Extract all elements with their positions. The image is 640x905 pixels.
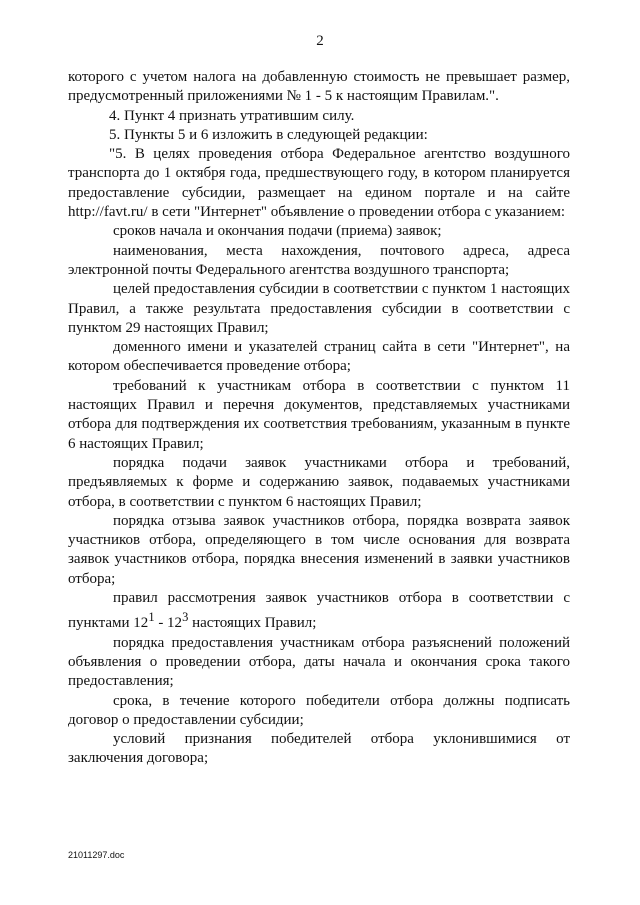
paragraph: которого с учетом налога на добавленную стоимость не превышает размер, предусмотренный приложениями № 1 - 5 к настоящим Правилам.". — [68, 69, 570, 105]
paragraph: условий признания победителей отбора уклонившимися от заключения договора; — [68, 731, 570, 767]
paragraph: сроков начала и окончания подачи (приема) заявок; — [113, 223, 442, 240]
paragraph: порядка подачи заявок участниками отбора и требований, предъявляемых к форме и содержанию заявок, подаваемых участниками отбора, в соответствии с пунктом 6 настоящих Правил; — [68, 454, 570, 510]
paragraph: требований к участникам отбора в соответствии с пунктом 11 настоящих Правил и перечня документов, представляемых участниками отбора для подтверждения их соответствия требованиям, указанным в пункте 6 настоящих Правил; — [68, 377, 570, 452]
page-number: 2 — [316, 33, 324, 49]
paragraph: срока, в течение которого победители отбора должны подписать договор о предоставлении субсидии; — [68, 692, 570, 728]
superscript: 1 — [148, 610, 155, 625]
paragraph: целей предоставления субсидии в соответствии с пунктом 1 настоящих Правил, а также результата предоставления субсидии в соответствии с пунктом 29 настоящих Правил; — [68, 281, 570, 336]
superscript: 3 — [182, 610, 189, 625]
paragraph-text: настоящих Правил; — [188, 615, 317, 632]
paragraph: 4. Пункт 4 признать утратившим силу. — [109, 107, 355, 124]
document-body — [68, 68, 570, 769]
paragraph: порядка предоставления участникам отбора разъяснений положений объявления о проведении отбора, даты начала и окончания срока такого предоставления; — [68, 634, 570, 690]
paragraph — [68, 589, 570, 634]
paragraph-text: правил рассмотрения заявок участников отбора в соответствии с пунктами 12 — [68, 590, 570, 632]
paragraph: наименования, места нахождения, почтового адреса, адреса электронной почты Федерального агентства воздушного транспорта; — [68, 242, 570, 278]
paragraph: доменного имени и указателей страниц сайта в сети "Интернет", на котором обеспечивается проведение отбора; — [68, 339, 570, 375]
paragraph: 5. Пункты 5 и 6 изложить в следующей редакции: — [109, 126, 428, 143]
paragraph: порядка отзыва заявок участников отбора, порядка возврата заявок участников отбора, определяющего в том числе основания для возврата заявок участников отбора, порядка внесения изменений в заявки участников отбора; — [68, 512, 570, 587]
footer-file-code: 21011297.doc — [68, 850, 125, 860]
paragraph-text: - 12 — [154, 615, 183, 632]
paragraph: "5. В целях проведения отбора Федеральное агентство воздушного транспорта до 1 октября года, предшествующего году, в котором планируется предоставление субсидии, размещает на едином портале и на сайте http://favt.ru/ в сети "Интернет" объявление о проведении отбора с указанием: — [68, 146, 570, 221]
